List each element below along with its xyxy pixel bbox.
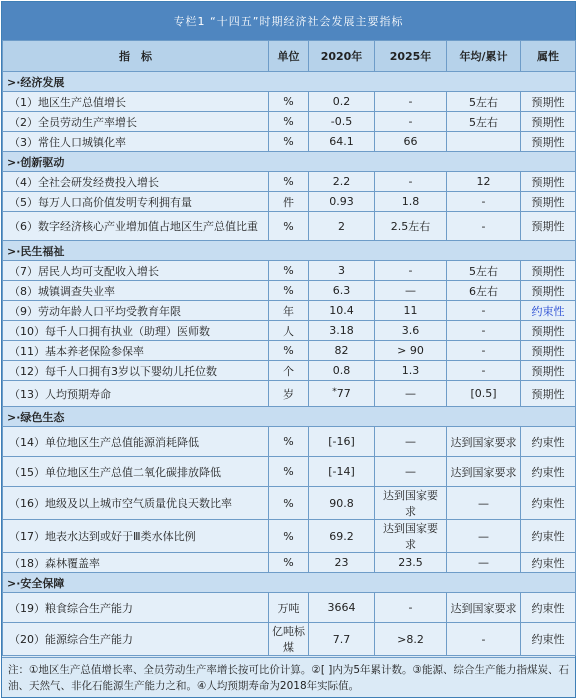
table-row: （12）每千人口拥有3岁以下婴幼儿托位数 个 0.8 1.3 - 预期性 (3, 361, 576, 381)
table-row: （1）地区生产总值增长 % 0.2 - 5左右 预期性 (3, 92, 576, 112)
table-row: （19）粮食综合生产能力 万吨 3664 - 达到国家要求 约束性 (3, 593, 576, 623)
table-row: （7）居民人均可支配收入增长 % 3 - 5左右 预期性 (3, 261, 576, 281)
indicator-table (2, 40, 576, 656)
table-row: （11）基本养老保险参保率 % 82 > 90 - 预期性 (3, 341, 576, 361)
section-security: >·安全保障 (3, 573, 576, 593)
header-attr: 属性 (521, 41, 576, 72)
section-innovation: >·创新驱动 (3, 152, 576, 172)
table-title: 专栏1 “十四五”时期经济社会发展主要指标 (2, 2, 575, 40)
table-row: （10）每千人口拥有执业（助理）医师数 人 3.18 3.6 - 预期性 (3, 321, 576, 341)
table-row: （15）单位地区生产总值二氧化碳排放降低 % [-14] — 达到国家要求 约束性 (3, 457, 576, 487)
table-row: （5）每万人口高价值发明专利拥有量 件 0.93 1.8 - 预期性 (3, 192, 576, 212)
section-green: >·绿色生态 (3, 407, 576, 427)
section-livelihood: >·民生福祉 (3, 241, 576, 261)
header-unit: 单位 (269, 41, 309, 72)
table-footnote: 注：①地区生产总值增长率、全员劳动生产率增长按可比价计算。②[ ]内为5年累计数。③能源、综合生产能力指煤炭、石油、天然气、非化石能源生产能力之和。④人均预期寿命为2018年实际值。 (2, 657, 575, 697)
table-row: （9）劳动年龄人口平均受教育年限 年 10.4 11 - 约束性 (3, 301, 576, 321)
footnote-star: * (332, 387, 337, 397)
table-row: （20）能源综合生产能力 亿吨标煤 7.7 >8.2 - 约束性 (3, 623, 576, 656)
table-row: （4）全社会研发经费投入增长 % 2.2 - 12 预期性 (3, 172, 576, 192)
table-row: （14）单位地区生产总值能源消耗降低 % [-16] — 达到国家要求 约束性 (3, 427, 576, 457)
section-economy: >·经济发展 (3, 72, 576, 92)
header-avg: 年均/累计 (447, 41, 521, 72)
table-row: （13）人均预期寿命 岁 *77 — [0.5] 预期性 (3, 381, 576, 407)
table-row: （17）地表水达到或好于Ⅲ类水体比例 % 69.2 达到国家要求 — 约束性 (3, 520, 576, 553)
header-row (3, 41, 576, 72)
table-row: （18）森林覆盖率 % 23 23.5 — 约束性 (3, 553, 576, 573)
table-row: （6）数字经济核心产业增加值占地区生产总值比重 % 2 2.5左右 - 预期性 (3, 212, 576, 241)
table-row: （8）城镇调查失业率 % 6.3 — 6左右 预期性 (3, 281, 576, 301)
header-2025: 2025年 (375, 41, 447, 72)
binding-attr: 约束性 (521, 301, 576, 321)
table-row: （3）常住人口城镇化率 % 64.1 66 预期性 (3, 132, 576, 152)
table-row: （16）地级及以上城市空气质量优良天数比率 % 90.8 达到国家要求 — 约束性 (3, 487, 576, 520)
table-frame (1, 1, 576, 698)
table-row: （2）全员劳动生产率增长 % -0.5 - 5左右 预期性 (3, 112, 576, 132)
header-2020: 2020年 (309, 41, 375, 72)
header-indicator: 指 标 (3, 41, 269, 72)
